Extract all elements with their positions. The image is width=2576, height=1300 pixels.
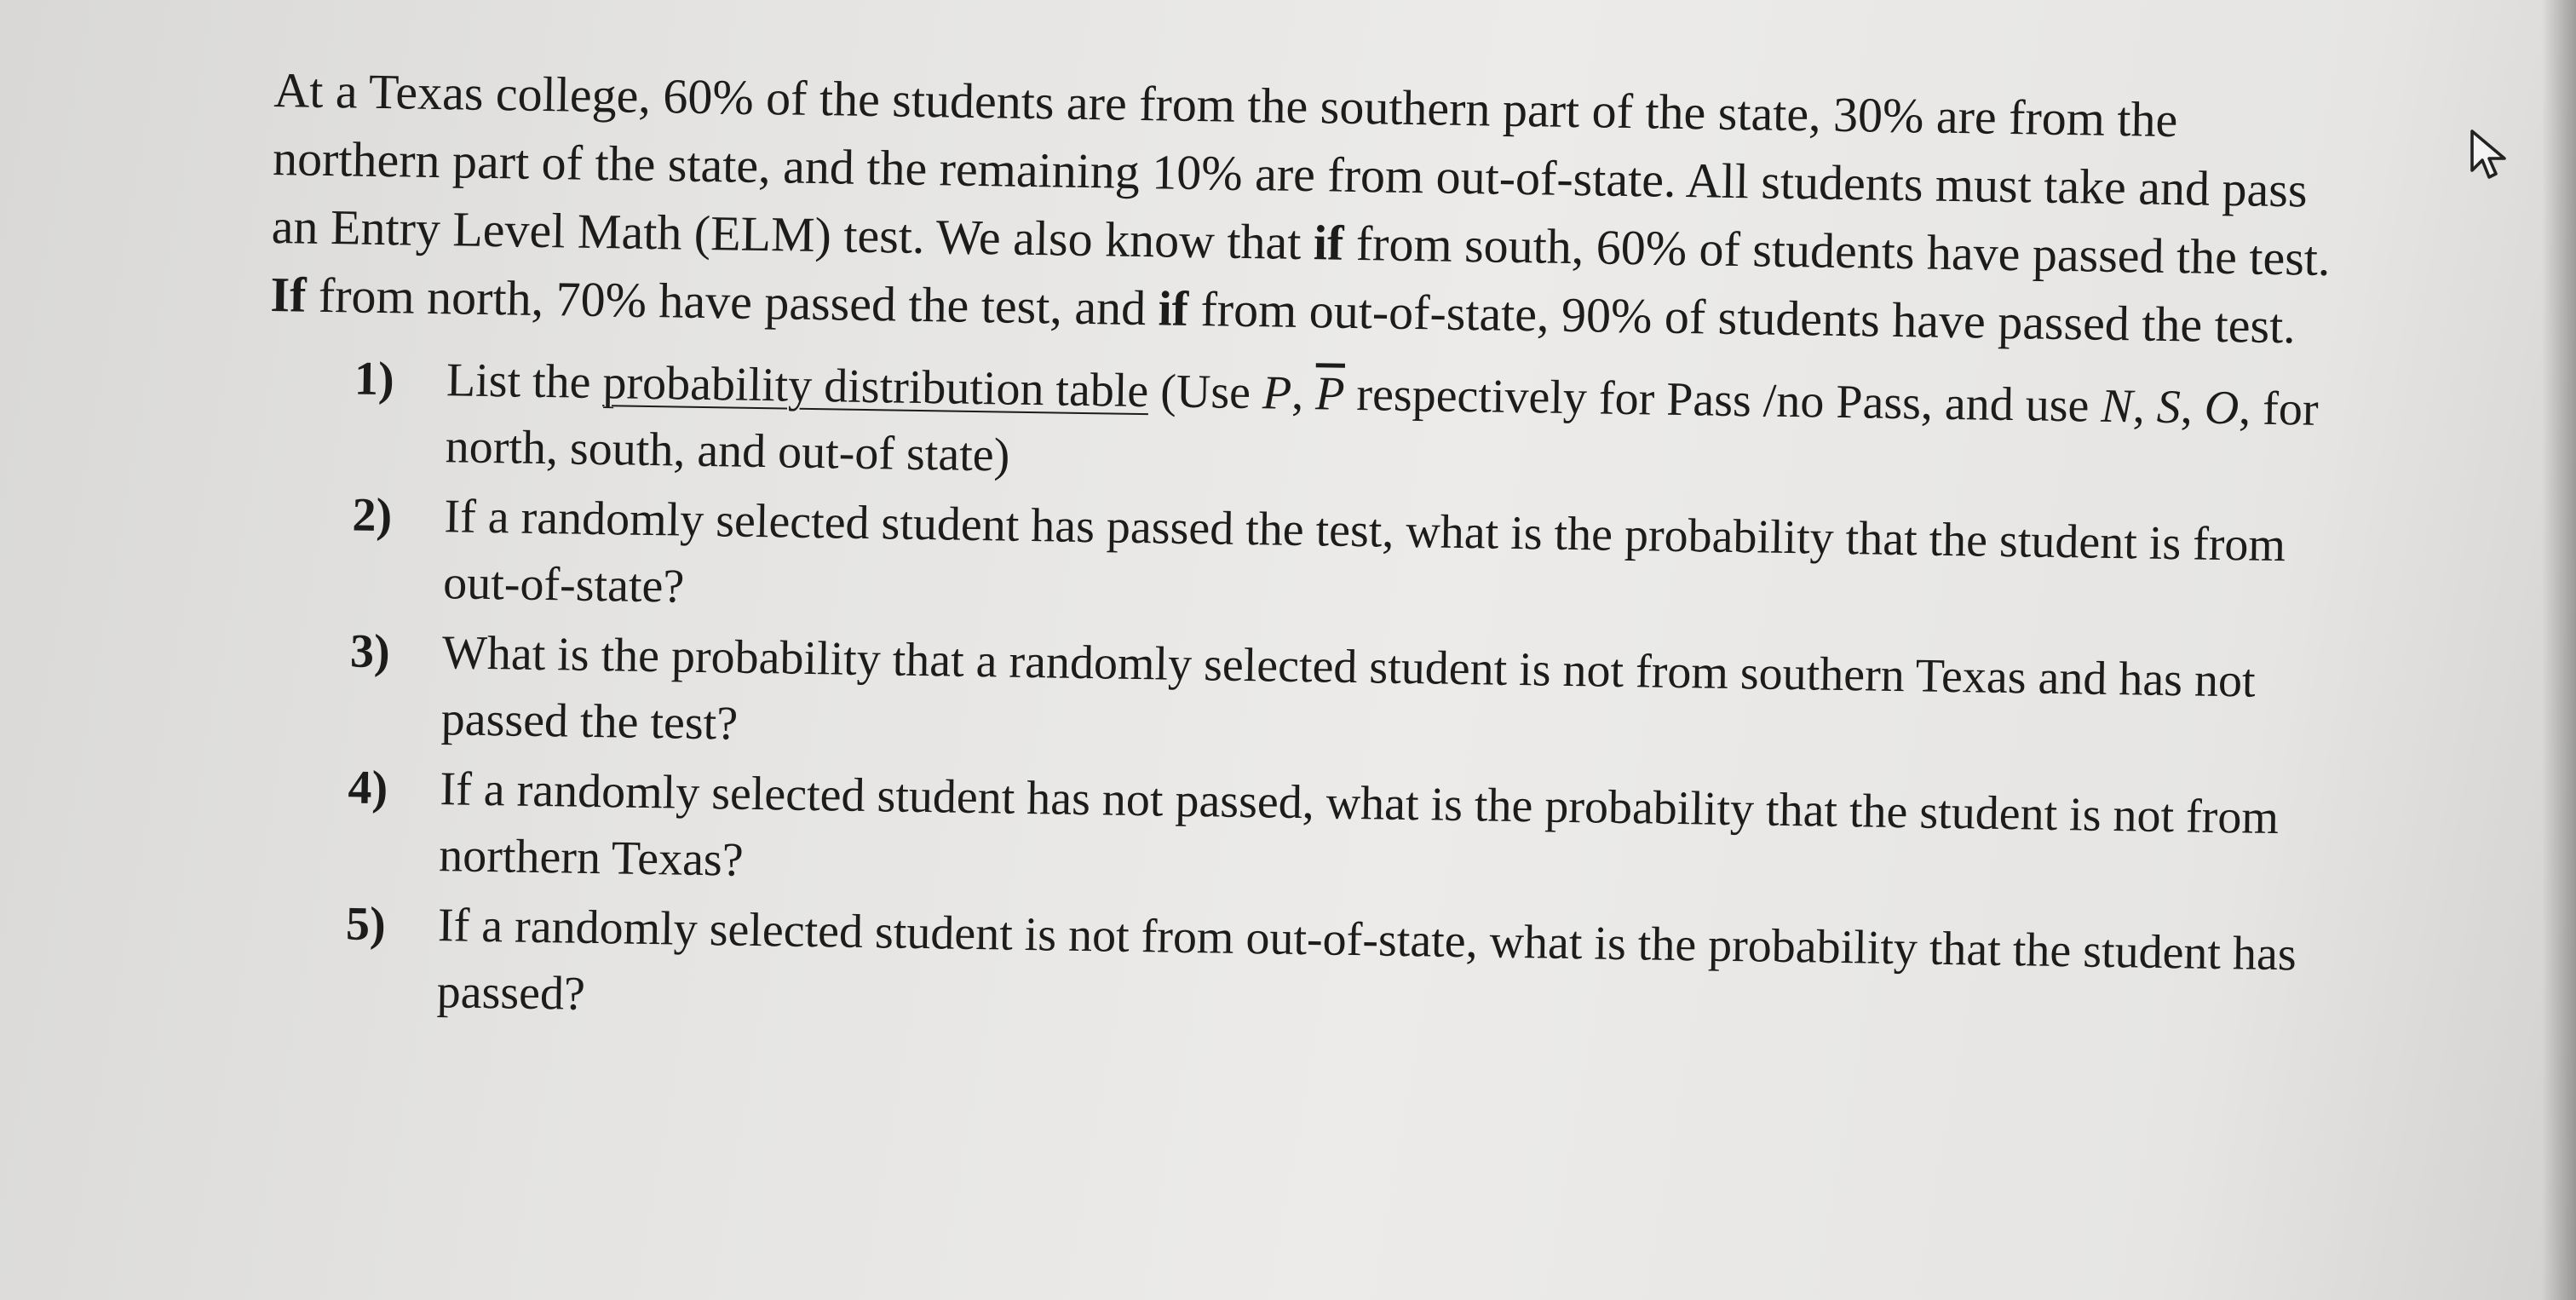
- question-number: 1): [354, 352, 395, 406]
- symbol-out-of-state: O: [2204, 381, 2240, 435]
- question-list: [259, 344, 2365, 1056]
- intro-text: from out-of-state, 90% of students have passed the test.: [1187, 280, 2297, 354]
- mouse-pointer-icon: [2469, 128, 2515, 184]
- question-text: ,: [2132, 380, 2158, 434]
- question-number: 4): [348, 761, 388, 815]
- symbol-pass: P: [1262, 366, 1292, 420]
- question-text: (Use: [1147, 365, 1263, 420]
- question-text: List the: [446, 354, 604, 410]
- question-text: If a randomly selected student has passed the test, what is the probability that the student is from out-of-state?: [442, 490, 2286, 613]
- screen-edge: [2542, 0, 2576, 1300]
- intro-text: At a Texas college, 60% of the students are from the southern part of the state, 30% are from the northern part of the state, and the remaining 10% are from out-of-state. All students must take and pass an Entry Level Math (ELM) test. We also know that: [271, 61, 2308, 271]
- symbol-north: N: [2100, 379, 2134, 434]
- symbol-no-pass: $\overline{P}$: [1314, 367, 1345, 421]
- intro-text: from south, 60% of students have passed the test.: [1343, 215, 2331, 286]
- intro-keyword-if: If: [270, 266, 308, 323]
- question-text: respectively for Pass /no Pass, and use: [1343, 367, 2102, 433]
- intro-keyword-if: if: [1158, 280, 1189, 337]
- problem-intro: [270, 56, 2336, 361]
- question-number: 2): [352, 488, 393, 543]
- question-text: If a randomly selected student has not passed, what is the probability that the student is not from northern Texas?: [438, 762, 2280, 887]
- question-text: ,: [1291, 366, 1316, 421]
- problem-content: [259, 56, 2370, 1058]
- question-3: [348, 618, 2359, 782]
- intro-keyword-if: if: [1313, 215, 1344, 271]
- question-5: [344, 890, 2355, 1055]
- question-2: [351, 482, 2361, 647]
- question-text: ,: [2180, 381, 2205, 434]
- intro-text: from north, 70% have passed the test, and: [305, 267, 1159, 337]
- question-number: 5): [345, 897, 387, 952]
- symbol-south: S: [2156, 380, 2182, 434]
- question-number: 3): [349, 624, 391, 679]
- question-text: What is the probability that a randomly selected student is not from southern Texas and has not passed the test?: [440, 626, 2257, 751]
- question-1: [353, 346, 2363, 510]
- question-text: If a randomly selected student is not from out-of-state, what is the probability that the student has passed?: [436, 899, 2297, 1021]
- question-4: [347, 754, 2357, 918]
- question-text: , for north, south, and out-of state): [445, 382, 2319, 482]
- probability-distribution-table-link[interactable]: probability distribution table: [602, 356, 1149, 418]
